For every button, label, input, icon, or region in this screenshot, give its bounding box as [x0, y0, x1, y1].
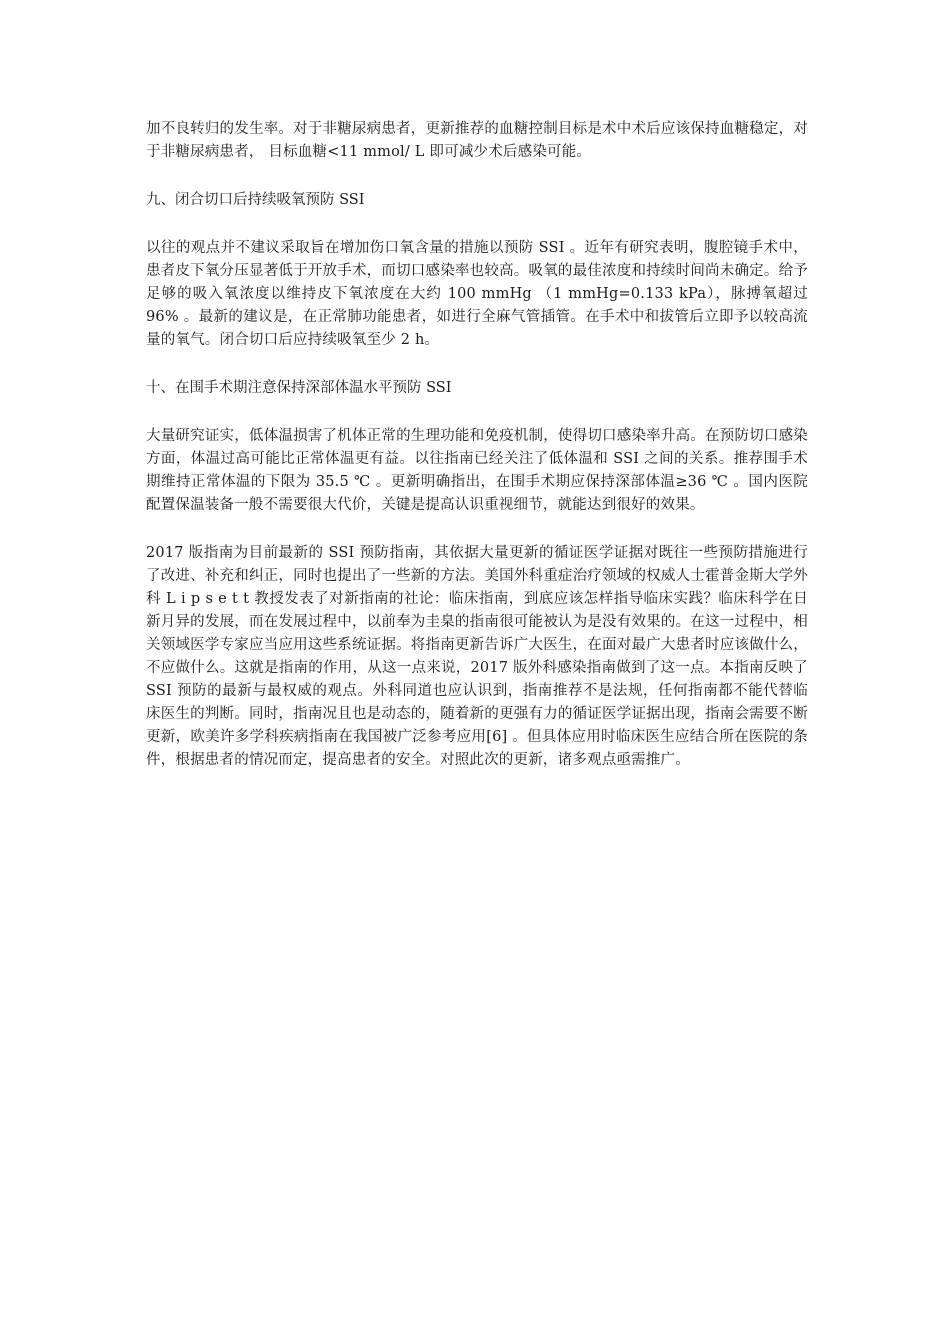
document-page	[146, 118, 808, 772]
section-heading-10: 十、在围手术期注意保持深部体温水平预防 SSI	[146, 380, 452, 396]
paragraph-oxygen: 以往的观点并不建议采取旨在增加伤口氧含量的措施以预防 SSI 。近年有研究表明，腹腔镜手术中，患者皮下氧分压显著低于开放手术，而切口感染率也较高。吸氧的最佳浓度和持续时间尚未确定。给予足够的吸入氧浓度以维持皮下氧浓度在大约 100 mmHg （1 mmHg=0.133 kPa），脉搏氧超过 96% 。最新的建议是，在正常肺功能患者，如进行全麻气管插管。在手术中和拔管后立即予以较高流量的氧气。闭合切口后应持续吸氧至少 2 h。	[146, 240, 808, 348]
section-heading-9: 九、闭合切口后持续吸氧预防 SSI	[146, 192, 365, 208]
paragraph-conclusion: 2017 版指南为目前最新的 SSI 预防指南，其依据大量更新的循证医学证据对既往一些预防措施进行了改进、补充和纠正，同时也提出了一些新的方法。美国外科重症治疗领域的权威人士霍普金斯大学外科 L i p s e t t 教授发表了对新指南的社论：临床指南，到底应该怎样指导临床实践？临床科学在日新月异的发展，而在发展过程中，以前奉为圭臬的指南很可能被认为是没有效果的。在这一过程中，相关领域医学专家应当应用这些系统证据。将指南更新告诉广大医生，在面对最广大患者时应该做什么，不应做什么。这就是指南的作用，从这一点来说，2017 版外科感染指南做到了这一点。本指南反映了 SSI 预防的最新与最权威的观点。外科同道也应认识到，指南推荐不是法规，任何指南都不能代替临床医生的判断。同时，指南况且也是动态的，随着新的更强有力的循证医学证据出现，指南会需要不断更新，欧美许多学科疾病指南在我国被广泛参考应用[6] 。但具体应用时临床医生应结合所在医院的条件，根据患者的情况而定，提高患者的安全。对照此次的更新，诸多观点亟需推广。	[146, 545, 808, 768]
paragraph-blood-glucose: 加不良转归的发生率。对于非糖尿病患者，更新推荐的血糖控制目标是术中术后应该保持血糖稳定，对于非糖尿病患者， 目标血糖<11 mmol/ L 即可减少术后感染可能。	[146, 121, 808, 160]
paragraph-temperature: 大量研究证实，低体温损害了机体正常的生理功能和免疫机制，使得切口感染率升高。在预防切口感染方面，体温过高可能比正常体温更有益。以往指南已经关注了低体温和 SSI 之间的关系。推荐围手术期维持正常体温的下限为 35.5 ℃ 。更新明确指出，在围手术期应保持深部体温≥36 ℃ 。国内医院配置保温装备一般不需要很大代价，关键是提高认识重视细节，就能达到很好的效果。	[146, 428, 808, 513]
